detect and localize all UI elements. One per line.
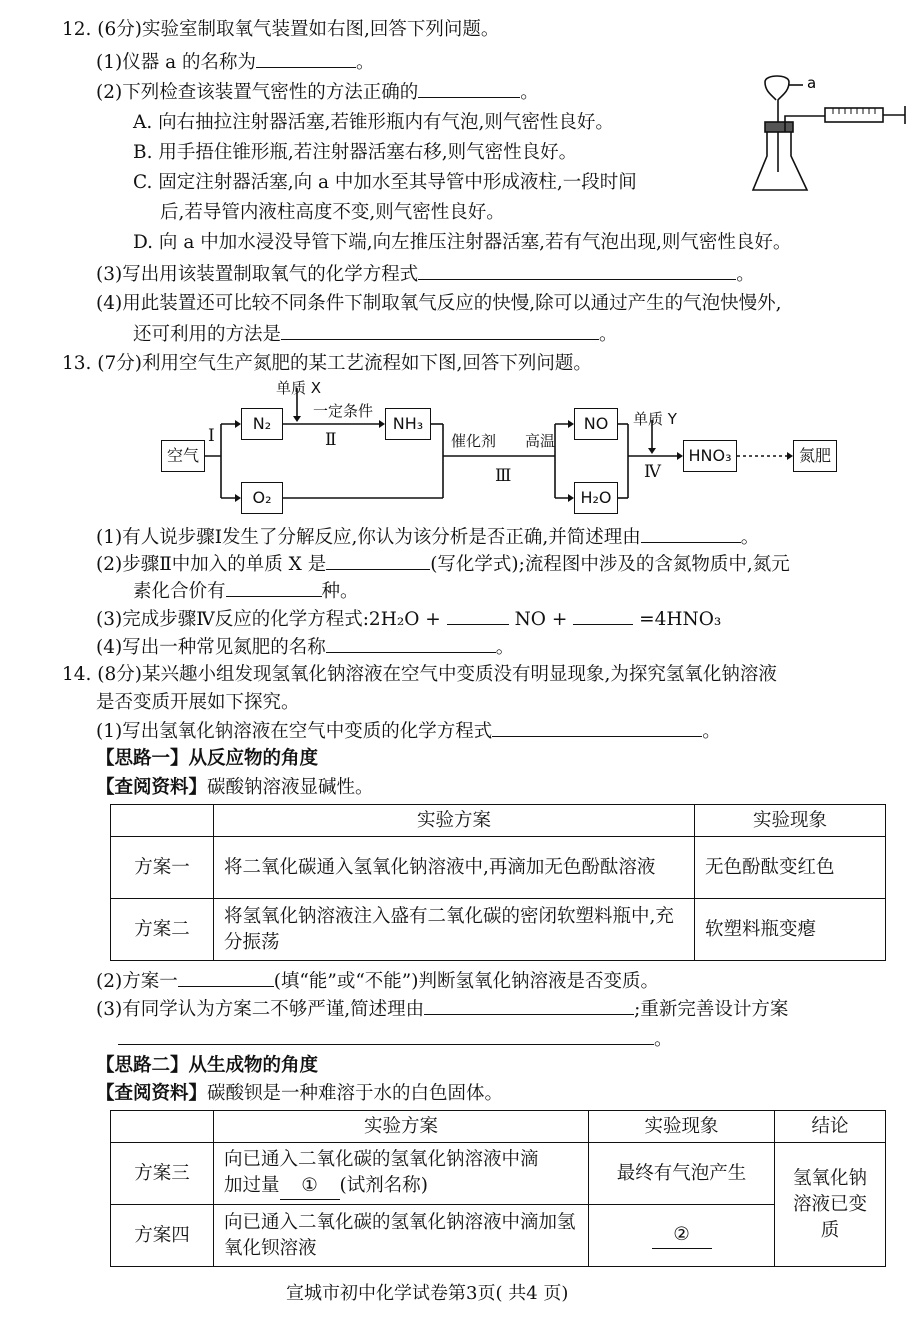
q12-part2: (2)下列检查该装置气密性的方法正确的 。 (96, 79, 539, 106)
q13-title: 13. (7分)利用空气生产氮肥的某工艺流程如下图,回答下列问题。 (62, 353, 592, 374)
label-element-y: 单质 Y (633, 410, 677, 428)
box-fertilizer: 氮肥 (793, 440, 837, 472)
answer-blank[interactable] (418, 79, 520, 98)
label-catalyst: 催化剂 (451, 432, 497, 450)
answer-blank[interactable] (256, 49, 356, 68)
label-condition: 一定条件 (313, 402, 374, 420)
page-footer: 宣城市初中化学试卷第3页( 共4 页) (286, 1283, 569, 1304)
answer-blank-2[interactable]: ② (652, 1222, 712, 1249)
q14-part2: (2)方案一 (填“能”或“不能”)判断氢氧化钠溶液是否变质。 (96, 968, 659, 995)
q13-part2-line1: (2)步骤Ⅱ中加入的单质 X 是 (写化学式);流程图中涉及的含氮物质中,氮元 (96, 551, 790, 578)
label-step-4: Ⅳ (644, 462, 661, 482)
label-element-x: 单质 X (276, 379, 322, 397)
q13-part3: (3)完成步骤Ⅳ反应的化学方程式:2H₂O + NO + =4HNO₃ (96, 606, 721, 633)
q12-part4-line1: (4)用此装置还可比较不同条件下制取氧气反应的快慢,除可以通过产生的气泡快慢外, (96, 293, 782, 314)
q12-title: 12. (6分)实验室制取氧气装置如右图,回答下列问题。 (62, 19, 500, 40)
plan-name: 方案二 (111, 899, 214, 961)
label-step-3: Ⅲ (495, 466, 512, 486)
q13-part2-line2: 素化合价有 种。 (133, 578, 359, 605)
idea-one-heading: 【思路一】从反应物的角度 (96, 748, 319, 769)
box-air: 空气 (161, 440, 205, 472)
answer-blank[interactable] (326, 634, 496, 653)
answer-blank-1[interactable]: ① (280, 1173, 340, 1200)
q14-title-line2: 是否变质开展如下探究。 (96, 692, 300, 713)
box-no: NO (574, 408, 618, 440)
plan-name: 方案四 (111, 1205, 214, 1267)
reference-one: 【查阅资料】碳酸钠溶液显碱性。 (96, 777, 374, 798)
conclusion-text: 氢氧化钠溶液已变质 (775, 1143, 886, 1267)
box-o2: O₂ (241, 482, 283, 514)
answer-blank[interactable] (418, 261, 736, 280)
answer-blank[interactable] (447, 606, 509, 625)
answer-blank[interactable] (281, 321, 599, 340)
plan-text: 将氢氧化钠溶液注入盛有二氧化碳的密闭软塑料瓶中,充分振荡 (214, 899, 695, 961)
answer-blank[interactable] (641, 524, 741, 543)
table-row (111, 899, 886, 961)
box-h2o: H₂O (574, 482, 618, 514)
table-row (111, 837, 886, 899)
q13-part4: (4)写出一种常见氮肥的名称 。 (96, 634, 514, 661)
q12-option-b: B. 用手捂住锥形瓶,若注射器活塞右移,则气密性良好。 (133, 142, 578, 163)
answer-blank[interactable] (226, 578, 322, 597)
q14-part3-line2: 。 (118, 1026, 673, 1053)
idea-two-heading: 【思路二】从生成物的角度 (96, 1055, 319, 1076)
table-header: 实验现象 (589, 1111, 775, 1143)
label-step-2: Ⅱ (325, 430, 337, 450)
experiment-table-one (110, 804, 886, 961)
table-header: 实验方案 (214, 1111, 589, 1143)
answer-blank[interactable] (326, 551, 430, 570)
q12-part1: (1)仪器 a 的名称为 。 (96, 49, 375, 76)
label-high-temp: 高温 (525, 432, 556, 450)
plan-text: 将二氧化碳通入氢氧化钠溶液中,再滴加无色酚酞溶液 (214, 837, 695, 899)
flask-syringe-apparatus (745, 72, 915, 202)
box-nh3: NH₃ (385, 408, 431, 440)
experiment-table-two (110, 1110, 886, 1267)
table-header: 实验方案 (214, 805, 695, 837)
q14-title-line1: 14. (8分)某兴趣小组发现氢氧化钠溶液在空气中变质没有明显现象,为探究氢氧化钠溶液 (62, 664, 777, 685)
process-flowchart (155, 380, 845, 515)
observation-text: 最终有气泡产生 (589, 1143, 775, 1205)
q12-option-d: D. 向 a 中加水浸没导管下端,向左推压注射器活塞,若有气泡出现,则气密性良好。 (133, 232, 792, 253)
q12-option-a: A. 向右抽拉注射器活塞,若锥形瓶内有气泡,则气密性良好。 (133, 112, 614, 133)
reference-two: 【查阅资料】碳酸钡是一种难溶于水的白色固体。 (96, 1083, 504, 1104)
table-header: 实验现象 (695, 805, 886, 837)
answer-blank[interactable] (424, 996, 634, 1015)
q12-part3: (3)写出用该装置制取氧气的化学方程式 。 (96, 261, 755, 288)
q13-part1: (1)有人说步骤Ⅰ发生了分解反应,你认为该分析是否正确,并简述理由 。 (96, 524, 759, 551)
observation-cell (589, 1205, 775, 1267)
plan-text: 向已通入二氧化碳的氢氧化钠溶液中滴 加过量 ① (试剂名称) (214, 1143, 589, 1205)
plan-text: 向已通入二氧化碳的氢氧化钠溶液中滴加氢氧化钡溶液 (214, 1205, 589, 1267)
plan-name: 方案三 (111, 1143, 214, 1205)
q14-part3-line1: (3)有同学认为方案二不够严谨,简述理由 ;重新完善设计方案 (96, 996, 788, 1023)
answer-blank[interactable] (178, 968, 274, 987)
answer-blank[interactable] (573, 606, 633, 625)
answer-blank[interactable] (118, 1026, 654, 1045)
observation-text: 无色酚酞变红色 (695, 837, 886, 899)
apparatus-label-a: a (807, 74, 817, 92)
label-step-1: Ⅰ (208, 426, 215, 446)
table-row (111, 1143, 886, 1205)
flow-arrows (155, 380, 845, 515)
q12-option-c-line2: 后,若导管内液柱高度不变,则气密性良好。 (160, 202, 505, 223)
table-header: 结论 (775, 1111, 886, 1143)
observation-text: 软塑料瓶变瘪 (695, 899, 886, 961)
plan-name: 方案一 (111, 837, 214, 899)
q14-part1: (1)写出氢氧化钠溶液在空气中变质的化学方程式 。 (96, 718, 721, 745)
q12-option-c-line1: C. 固定注射器活塞,向 a 中加水至其导管中形成液柱,一段时间 (133, 172, 637, 193)
box-hno3: HNO₃ (683, 440, 737, 472)
answer-blank[interactable] (492, 718, 702, 737)
box-n2: N₂ (241, 408, 283, 440)
q12-part4-line2: 还可利用的方法是 。 (133, 321, 618, 348)
table-row (111, 1205, 886, 1267)
